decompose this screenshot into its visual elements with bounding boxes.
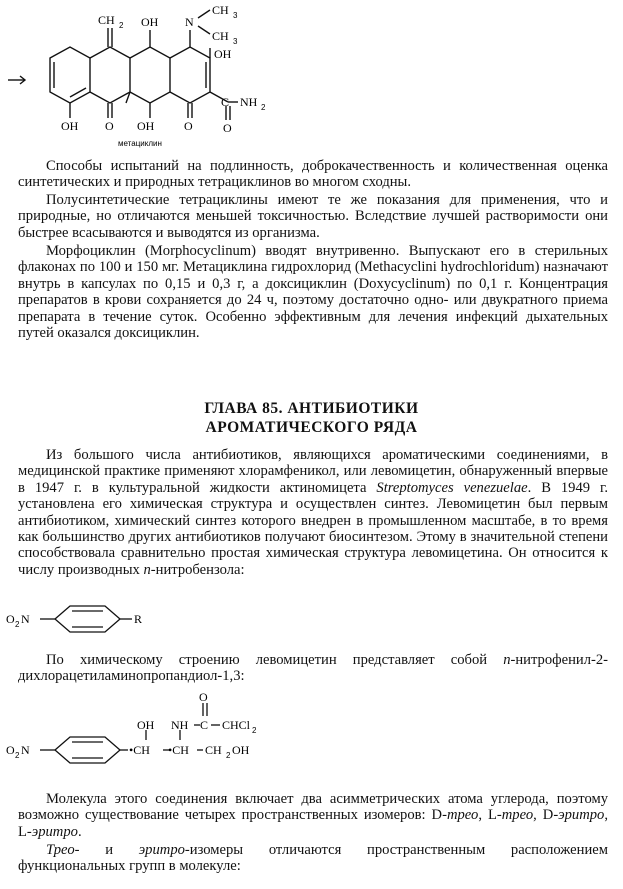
svg-text:O: O [6, 612, 15, 626]
svg-text:O: O [223, 121, 232, 135]
chapter-title-line2: АРОМАТИЧЕСКОГО РЯДА [205, 419, 418, 436]
svg-text:OH: OH [214, 47, 232, 61]
svg-text:C: C [200, 718, 209, 732]
svg-text:O: O [6, 743, 15, 757]
ch2-label: CH [98, 13, 115, 27]
svg-text:2: 2 [15, 620, 20, 629]
svg-text:CH: CH [212, 29, 229, 43]
svg-text:OH: OH [137, 718, 155, 732]
svg-text:2: 2 [15, 751, 20, 760]
svg-text:OH: OH [137, 119, 155, 133]
svg-text:O: O [199, 690, 208, 704]
svg-text:N: N [21, 743, 30, 757]
svg-text:NH: NH [240, 95, 258, 109]
svg-text:2: 2 [261, 103, 266, 112]
svg-text:•CH: •CH [168, 743, 189, 757]
methacycline-structure [0, 0, 300, 160]
paragraph-5: По химическому строению левомицетин представляет собой п-нитрофенил-2-дихлорацетиламинопропандиол-1,3: [18, 652, 608, 685]
svg-text:OH: OH [61, 119, 79, 133]
svg-text:O: O [184, 119, 193, 133]
svg-text:CH: CH [212, 3, 229, 17]
svg-text:3: 3 [233, 37, 238, 46]
svg-text:CHCl: CHCl [222, 718, 251, 732]
svg-text:2: 2 [252, 726, 257, 735]
svg-text:CH: CH [205, 743, 222, 757]
chapter-title-line1: ГЛАВА 85. АНТИБИОТИКИ [204, 400, 419, 417]
nitrobenzene-structure [0, 594, 180, 644]
svg-text:3: 3 [233, 11, 238, 20]
paragraph-1: Способы испытаний на подлинность, доброкачественность и количественная оценка синтетических и природных тетрациклинов во многом сходны. [18, 158, 608, 191]
structure-caption: метациклин [118, 139, 162, 148]
paragraph-2: Полусинтетические тетрациклины имеют те же показания для применения, что и природные, но отличаются меньшей токсичностью. Вследствие лучшей растворимости они быстрее всасываются и выводятся из организма. [18, 192, 608, 241]
paragraph-3: Морфоциклин (Morphocyclinum) вводят внутривенно. Выпускают его в стерильных флаконах по 100 и 150 мг. Метациклина гидрохлорид (Methacyclini hydrochloridum) назначают внутрь в капсулах по 0,15 и 0,3 г, а доксициклин (Doxycyclinum) по 0,1 г. Концентрация препаратов в крови сохраняется до 24 ч, поэтому достаточно одно- или двукратного приема препарата в течение суток. Особенно эффективным для лечения инфекций дыхательных путей оказался доксициклин. [18, 243, 608, 342]
svg-text:OH: OH [232, 743, 250, 757]
levomycetin-structure [0, 688, 320, 783]
svg-text:•CH: •CH [129, 743, 150, 757]
paragraph-4: Из большого числа антибиотиков, являющихся ароматическими соединениями, в медицинской практике применяют хлорамфеникол, или левомицетин, обнаруженный впервые в 1947 г. в культуральной жидкости актиномицета Streptomyces venezuelae. В 1949 г. установлена его химическая структура и осуществлен синтез. Левомицетин был первым антибиотиком, химический синтез которого внедрен в промышленном масштабе, в то время как большинство других антибиотиков получают биосинтезом. Этому в значительной степени способствовала сравнительно простая химическая структура левомицетина. Он относится к числу производных п-нитробензола: [18, 447, 608, 578]
svg-text:NH: NH [171, 718, 189, 732]
paragraph-6: Молекула этого соединения включает два асимметрических атома углерода, поэтому возможно существование четырех пространственных изомеров: D-трео, L-трео, D-эритро, L-эритро. [18, 791, 609, 840]
svg-text:2: 2 [226, 751, 231, 760]
svg-text:N: N [185, 15, 194, 29]
svg-text:2: 2 [119, 21, 124, 30]
paragraph-7: Трео- и эритро-изомеры отличаются пространственным расположением функциональных групп в молекуле: [18, 842, 608, 875]
svg-text:O: O [105, 119, 114, 133]
svg-text:R: R [134, 612, 143, 626]
svg-text:N: N [21, 612, 30, 626]
svg-text:C: C [221, 95, 230, 109]
svg-text:OH: OH [141, 15, 159, 29]
